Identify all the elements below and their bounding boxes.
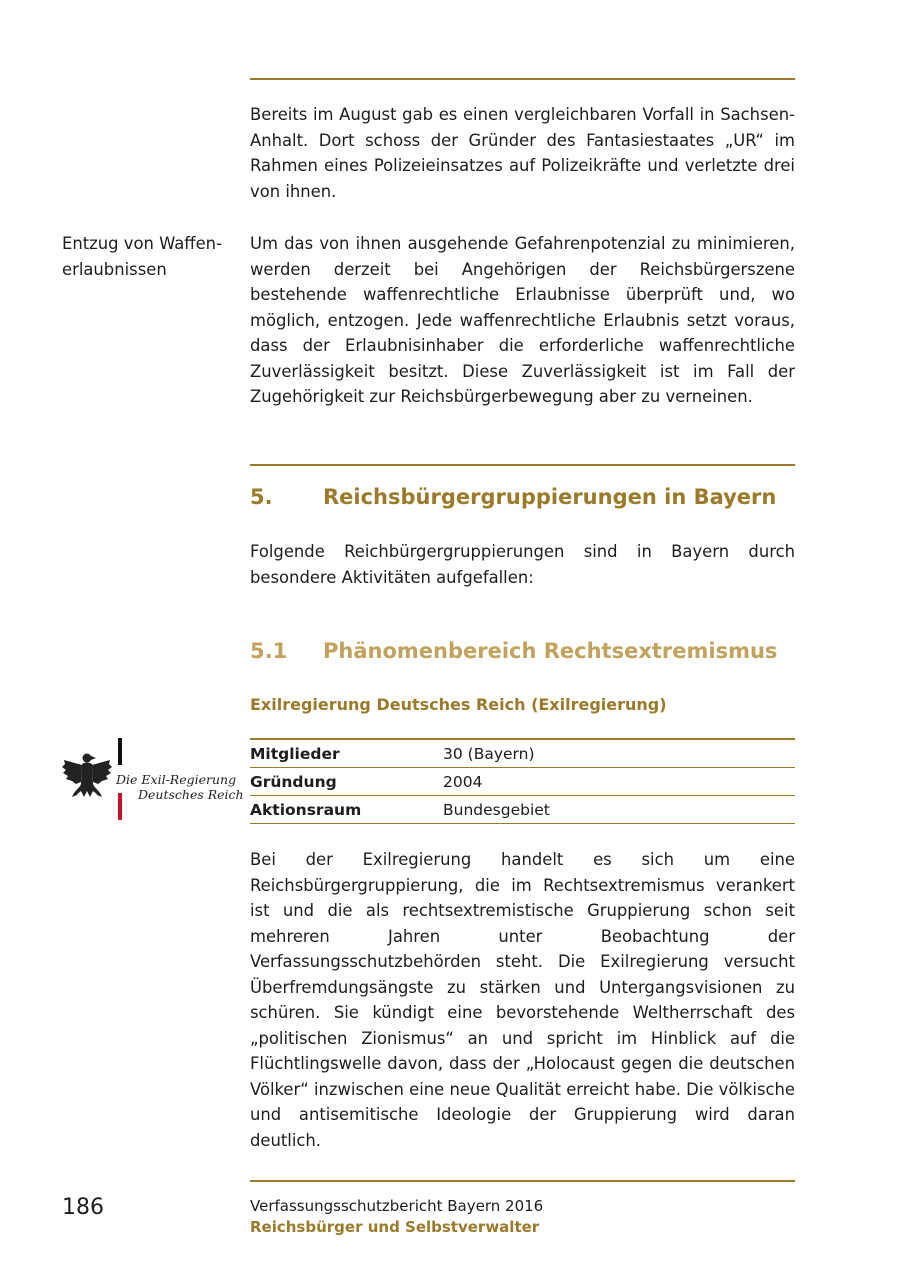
organization-title: Exilregierung Deutsches Reich (Exilregierung) [250,695,667,714]
weapons-paragraph: Um das von ihnen ausgehende Gefahrenpotenzial zu minimieren, werden derzeit bei Angehörigen der Reichsbürgerszene bestehende waffenrechtliche Erlaubnisse überprüft und, wo möglich, entzogen. Jede waffenrechtliche Erlaubnis setzt voraus, dass der Erlaubnisinhaber die erforderliche waffenrechtliche Zuverlässigkeit besitzt. Diese Zuverlässigkeit ist im Fall der Zugehörigkeit zur Reichsbürgerbewegung aber zu verneinen. [250,234,795,406]
flag-stripe-red [118,793,122,820]
top-rule [250,78,795,80]
fact-label: Gründung [250,768,443,796]
footer-chapter: Reichsbürger und Selbstverwalter [250,1218,540,1236]
organization-description: Bei der Exilregierung handelt es sich um eine Reichsbürgergruppierung, die im Rechtsextremismus verankert ist und die als rechtsextremistische Gruppierung schon seit mehreren Jahren unter Beobachtung der Verfassungsschutzbehörden steht. Die Exilregierung versucht Überfremdungsängste zu stärken und Untergangsvisionen zu schüren. Sie kündigt eine bevorstehende Weltherrschaft des „politischen Zionismus“ an und spricht im Hinblick auf die Flüchtlingswelle davon, dass der „Holocaust gegen die deutschen Völker“ inzwischen eine neue Qualität erreicht habe. Die völkische und antisemitische Ideologie der Gruppierung wird daran deutlich. [250,850,795,1150]
table-row [250,796,795,824]
intro-paragraph: Bereits im August gab es einen vergleichbaren Vorfall in Sachsen-Anhalt. Dort schoss der Gründer des Fantasiestaates „UR“ im Rahmen eines Polizeieinsatzes auf Polizeikräfte und verletzte drei von ihnen. [250,105,795,201]
section-rule [250,464,795,466]
fact-label: Mitglieder [250,739,443,768]
fact-value: 30 (Bayern) [443,739,795,768]
fact-label: Aktionsraum [250,796,443,824]
margin-note-line-2: erlaubnissen [62,259,167,279]
section-heading [250,485,776,509]
logo-text-line-1: Die Exil-Regierung [116,772,237,787]
section-title: Reichsbürgergruppierungen in Bayern [323,485,777,509]
footer [250,1196,543,1238]
organization-facts-table [250,738,795,824]
subsection-title: Phänomenbereich Rechtsextremismus [323,639,778,663]
margin-note [62,231,237,282]
page-number: 186 [62,1195,104,1220]
fact-value: 2004 [443,768,795,796]
footer-report-title: Verfassungsschutzbericht Bayern 2016 [250,1197,544,1215]
footer-rule [250,1180,795,1182]
subsection-number: 5.1 [250,639,288,663]
table-row [250,768,795,796]
table-row [250,739,795,768]
section-number: 5. [250,485,273,509]
margin-note-line-1: Entzug von Waffen- [62,234,222,253]
subsection-heading [250,639,777,663]
logo-text-line-2: Deutsches Reich [138,787,244,802]
exilregierung-logo [60,738,244,820]
fact-value: Bundesgebiet [443,796,795,824]
eagle-icon [62,754,112,798]
flag-stripe-black [118,738,122,765]
section-intro: Folgende Reichbürgergruppierungen sind in Bayern durch besondere Aktivitäten aufgefallen: [250,542,795,587]
